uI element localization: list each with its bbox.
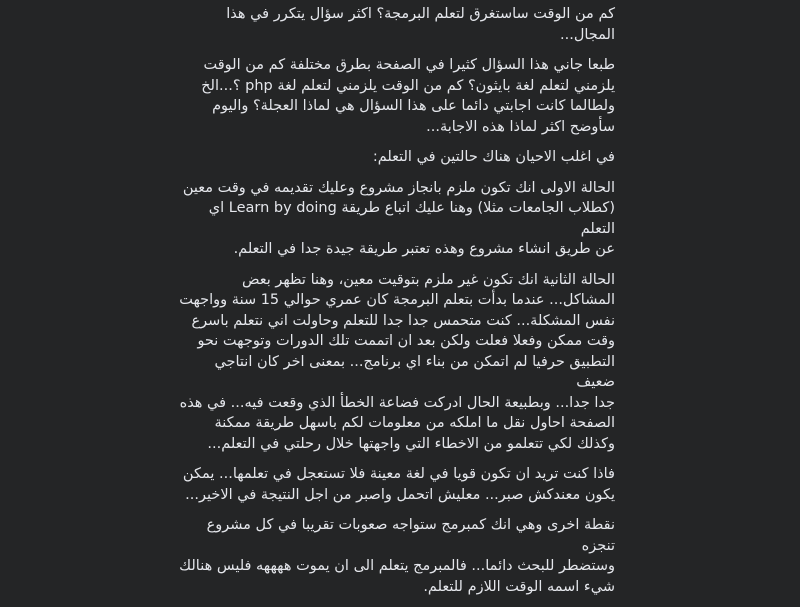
post-paragraph-case-two: الحالة الثانية انك تكون غير ملزم بتوقيت معين، وهنا تظهر بعض المشاكل... عندما بدأت بتعلم البرمجة كان عمري حوالي 15 سنة وواجهت نفس المشكلة... كنت متحمس جدا جدا للتعلم وحاولت اني نتعلم باسرع وقت ممكن وفعلا فعلت ولكن بعد ان اتممت تلك الدورات وتوجهت نحو التطبيق حرفيا لم اتمكن من بناء اي برنامج... بمعنى اخر كان انتاجي ضعيف جدا جدا... وبطبيعة الحال ادركت فضاعة الخطأ الذي وقعت فيه... في هذه الصفحة احاول نقل ما املكه من معلومات لكم باسهل طريقة ممكنة وكذلك لكي تتعلمو من الاخطاء التي واجهتها خلال رحلتي في التعلم... — [179, 271, 615, 452]
post-paragraph-two-cases: في اغلب الاحيان هناك حالتين في التعلم: — [372, 149, 615, 165]
post-body — [175, 0, 615, 607]
post-paragraph-conclusion: نقطة اخرى وهي انك كمبرمج ستواجه صعوبات تقريبا في كل مشروع تنجزه وستضطر للبحث دائما... فالمبرمج يتعلم الى ان يموت ههههه فليس هنالك شيء اسمه الوقت اللازم للتعلم. — [179, 517, 615, 595]
post-paragraph-question: كم من الوقت ساستغرق لتعلم البرمجة؟ اكثر سؤال يتكرر في هذا المجال... — [226, 6, 615, 43]
post-paragraph-patience: فاذا كنت تريد ان تكون قويا في لغة معينة فلا تستعجل في تعلمها... يمكن يكون معندكش صبر... معليش اتحمل واصبر من اجل النتيجة في الاخير... — [182, 466, 615, 503]
post-paragraph-case-one: الحالة الاولى انك تكون ملزم بانجاز مشروع وعليك تقديمه في وقت معين (كطلاب الجامعات مثلا) وهنا عليك اتباع طريقة Learn by doing اي التعلم عن طريق انشاء مشروع وهذه تعتبر طريقة جيدة جدا في التعلم. — [182, 179, 615, 257]
post-paragraph-intro: طبعا جاني هذا السؤال كثيرا في الصفحة بطرق مختلفة كم من الوقت يلزمني لتعلم لغة بايثون؟ كم من الوقت يلزمني لتعلم لغة php ؟...الخ ولطالما كانت اجابتي دائما على هذا السؤال هي لماذا العجلة؟ واليوم سأوضح اكثر لماذا هذه الاجابة... — [201, 57, 615, 135]
